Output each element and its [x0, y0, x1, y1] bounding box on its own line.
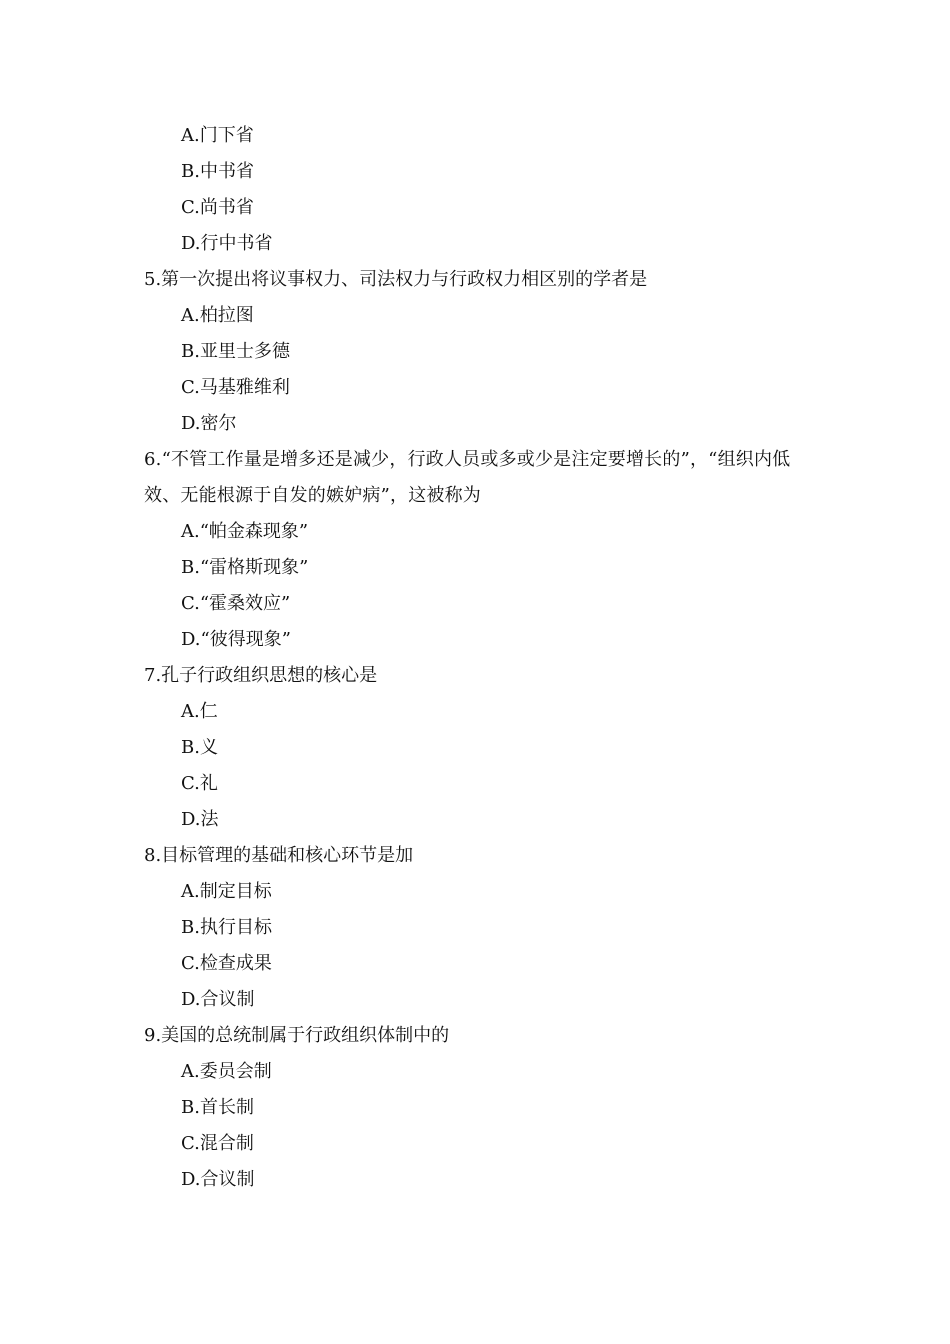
option-item: D.合议制	[181, 1169, 255, 1190]
question-text: 8.目标管理的基础和核心环节是加	[144, 845, 414, 866]
question-text: 5.第一次提出将议事权力、司法权力与行政权力相区别的学者是	[144, 269, 648, 290]
option-item: D.法	[181, 809, 219, 830]
question-text: 7.孔子行政组织思想的核心是	[144, 665, 378, 686]
question-list	[144, 118, 814, 1198]
option-item: C.马基雅维利	[181, 377, 290, 398]
option-item: B.亚里士多德	[181, 341, 290, 362]
option-item: D.密尔	[181, 413, 237, 434]
question-text: 9.美国的总统制属于行政组织体制中的	[144, 1025, 450, 1046]
option-item: C.尚书省	[181, 197, 254, 218]
option-item: D.“彼得现象”	[181, 629, 291, 650]
option-item: C.混合制	[181, 1133, 254, 1154]
option-item: D.合议制	[181, 989, 255, 1010]
option-item: A.门下省	[181, 125, 254, 146]
option-item: B.义	[181, 737, 218, 758]
option-item: B.“雷格斯现象”	[181, 557, 309, 578]
option-item: A.委员会制	[181, 1061, 272, 1082]
option-item: A.制定目标	[181, 881, 272, 902]
option-item: D.行中书省	[181, 233, 273, 254]
option-item: C.礼	[181, 773, 218, 794]
option-item: A.仁	[181, 701, 218, 722]
option-item: B.中书省	[181, 161, 254, 182]
option-item: B.首长制	[181, 1097, 254, 1118]
option-item: C.“霍桑效应”	[181, 593, 291, 614]
option-item: B.执行目标	[181, 917, 272, 938]
option-item: A.“帕金森现象”	[181, 521, 309, 542]
option-item: A.柏拉图	[181, 305, 254, 326]
question-text: 6.“不管工作量是增多还是减少，行政人员或多或少是注定要增长的”，“组织内低效、无能根源于自发的嫉妒病”，这被称为	[144, 449, 791, 506]
option-item: C.检查成果	[181, 953, 272, 974]
